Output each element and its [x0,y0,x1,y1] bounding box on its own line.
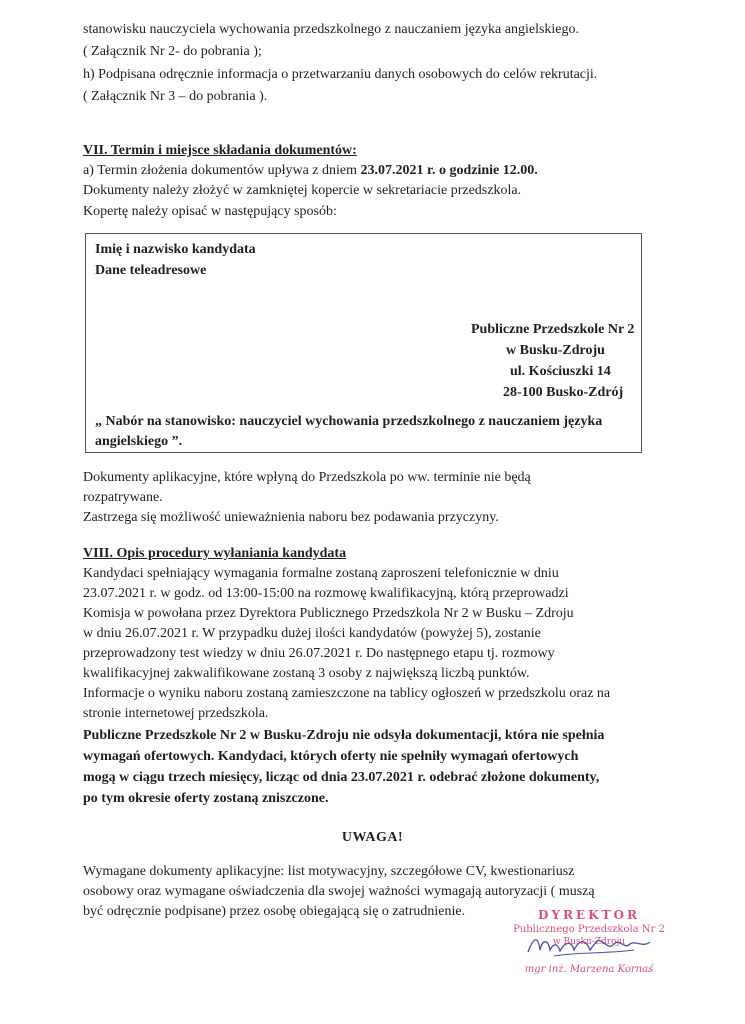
deadline-prefix: a) Termin złożenia dokumentów upływa z dniem [83,163,361,178]
text-line: 23.07.2021 r. w godz. od 13:00-15:00 na rozmowę kwalifikacyjną, którą przeprowadzi [83,586,569,601]
envelope-contact: Dane teleadresowe [95,263,207,278]
text-line: Dokumenty aplikacyjne, które wpłyną do Przedszkola po ww. terminie nie będą [83,470,531,485]
text-line: Wymagane dokumenty aplikacyjne: list motywacyjny, szczegółowe CV, kwestionariusz [83,864,575,879]
text-line: h) Podpisana odręcznie informacja o przetwarzaniu danych osobowych do celów rekrutacji. [83,67,598,82]
text-line: ( Załącznik Nr 3 – do pobrania ). [83,89,268,104]
text-line: przeprowadzony test wiedzy w dniu 26.07.2021 r. Do następnego etapu tj. rozmowy [83,646,555,661]
envelope-address-4: 28-100 Busko-Zdrój [503,385,624,400]
envelope-subject-1: „ Nabór na stanowisko: nauczyciel wychowania przedszkolnego z nauczaniem języka [95,414,603,429]
envelope-subject-2: angielskiego ”. [95,434,183,449]
envelope-address-3: ul. Kościuszki 14 [510,364,611,379]
text-line: ( Załącznik Nr 2- do pobrania ); [83,44,262,59]
text-line: Dokumenty należy złożyć w zamkniętej kopercie w sekretariacie przedszkola. [83,183,522,198]
text-line: Kopertę należy opisać w następujący sposób: [83,204,337,219]
deadline-date: 23.07.2021 r. o godzinie 12.00. [360,163,538,178]
text-line: w dniu 26.07.2021 r. W przypadku dużej ilości kandydatów (powyżej 5), zostanie [83,626,541,641]
section-heading-vii: VII. Termin i miejsce składania dokumentów: [83,143,357,158]
text-line: kwalifikacyjnej zakwalifikowane zostaną 3 osoby z największą liczbą punktów. [83,666,530,681]
bold-notice-line: po tym okresie oferty zostaną zniszczone. [83,791,329,806]
deadline-line [83,162,635,180]
text-line: Komisja w powołana przez Dyrektora Publicznego Przedszkola Nr 2 w Busku – Zdroju [83,606,574,621]
text-line: rozpatrywane. [83,490,163,505]
text-line: Informacje o wyniku naboru zostaną zamieszczone na tablicy ogłoszeń w przedszkolu oraz na [83,686,611,701]
bold-notice-line: Publiczne Przedszkole Nr 2 w Busku-Zdroju nie odsyła dokumentacji, która nie spełnia [83,728,605,743]
uwaga-title: UWAGA! [341,830,404,845]
text-line: Kandydaci spełniający wymagania formalne zostaną zaproszeni telefonicznie w dniu [83,566,559,581]
envelope-template-box [85,233,642,453]
envelope-address-2: w Busku-Zdroju [506,343,605,358]
text-line: stanowisku nauczyciela wychowania przedszkolnego z nauczaniem języka angielskiego. [83,22,580,37]
envelope-address-1: Publiczne Przedszkole Nr 2 [471,322,635,337]
stamp-title: DYREKTOR [538,908,640,922]
bold-notice-line: mogą w ciągu trzech miesięcy, licząc od dnia 23.07.2021 r. odebrać złożone dokumenty, [83,770,600,785]
bold-notice-line: wymagań ofertowych. Kandydaci, których oferty nie spełniły wymagań ofertowych [83,749,579,764]
text-line: stronie internetowej przedszkola. [83,706,269,721]
stamp-line-2: w Busku-Zdroju [552,937,626,947]
signature-icon [524,932,654,960]
director-stamp [504,906,674,976]
text-line: Zastrzega się możliwość unieważnienia naboru bez podawania przyczyny. [83,510,499,525]
text-line: osobowy oraz wymagane oświadczenia dla swojej ważności wymagają autoryzacji ( muszą [83,884,595,899]
stamp-name: mgr inż. Marzena Kornaś [524,964,654,975]
text-line: być odręcznie podpisane) przez osobę obiegającą się o zatrudnienie. [83,904,466,919]
stamp-line-1: Publicznego Przedszkola Nr 2 [513,924,665,935]
section-heading-viii: VIII. Opis procedury wyłaniania kandydata [83,546,347,561]
envelope-name: Imię i nazwisko kandydata [95,242,256,257]
